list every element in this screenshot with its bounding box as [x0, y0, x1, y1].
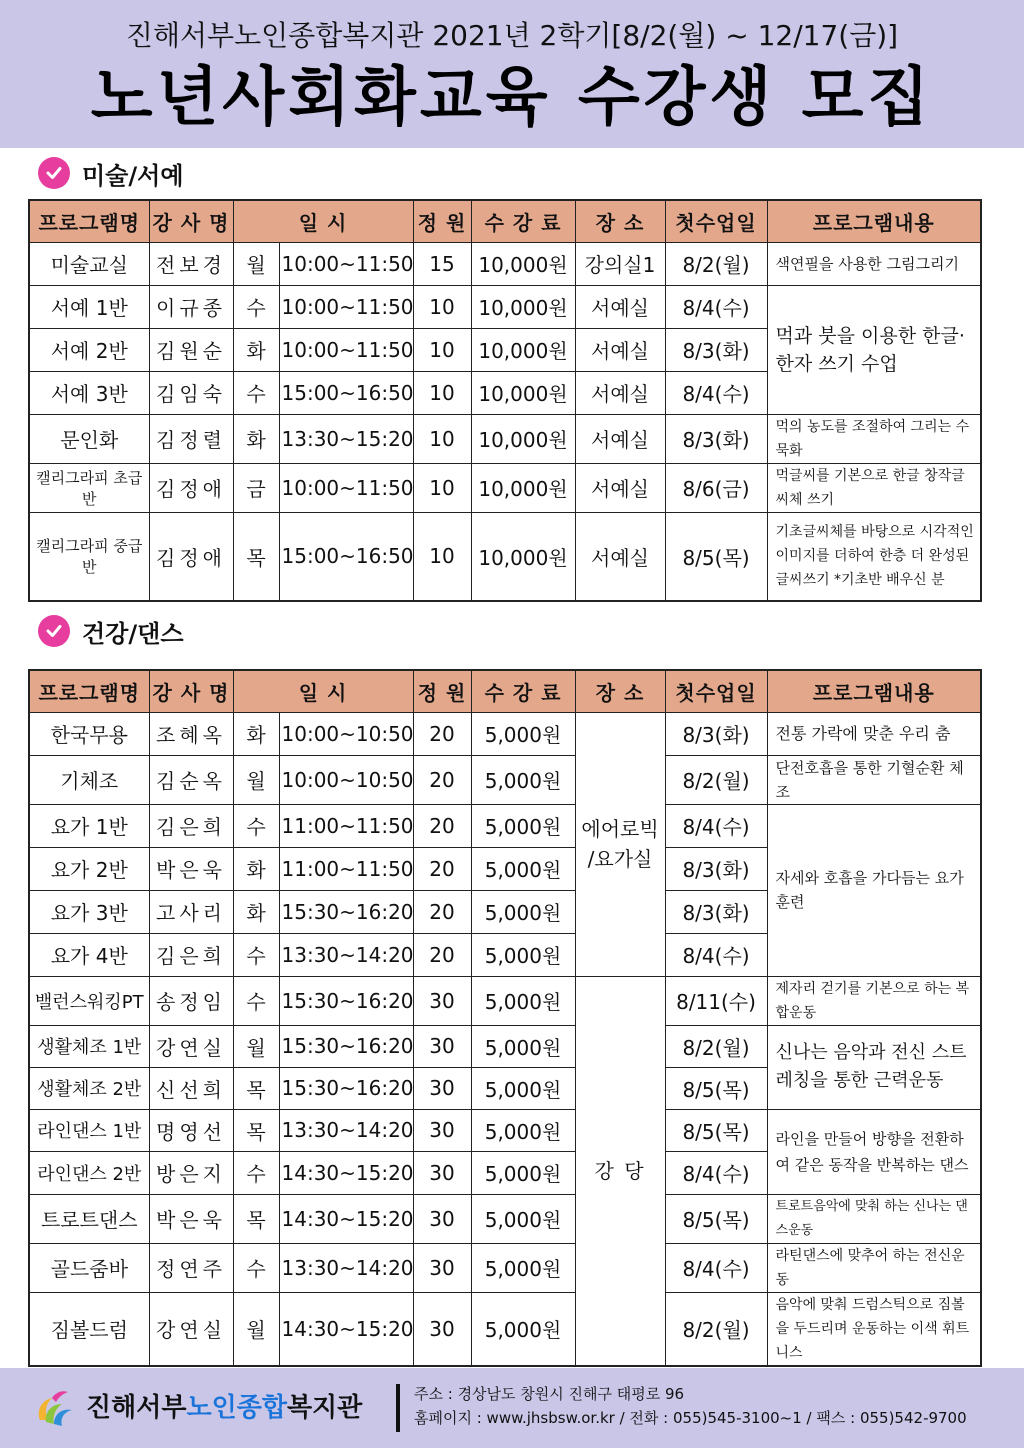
header-banner [0, 0, 1024, 148]
first-class-date: 8/5(목) [665, 1109, 767, 1151]
program-name: 캘리그라피 중급반 [29, 512, 149, 601]
program-name: 밸런스워킹PT [29, 976, 149, 1025]
teacher-name: 김임숙 [149, 371, 233, 414]
col-header-fee: 수 강 료 [471, 670, 575, 712]
first-class-date: 8/11(수) [665, 976, 767, 1025]
program-name: 라인댄스 1반 [29, 1109, 149, 1151]
program-name: 라인댄스 2반 [29, 1151, 149, 1194]
place: 서예실 [575, 414, 665, 463]
address-text: 주소 : 경상남도 창원시 진해구 태평로 96 [414, 1385, 685, 1403]
col-header-first-class: 첫수업일 [665, 200, 767, 242]
fee: 10,000원 [471, 512, 575, 601]
time: 15:00~16:50 [279, 371, 413, 414]
time: 10:00~11:50 [279, 285, 413, 328]
first-class-date: 8/2(월) [665, 242, 767, 285]
teacher-name: 이규종 [149, 285, 233, 328]
col-header-first-class: 첫수업일 [665, 670, 767, 712]
time: 13:30~14:20 [279, 1243, 413, 1292]
first-class-date: 8/2(월) [665, 755, 767, 804]
table-row [29, 1109, 981, 1151]
program-content-yoga: 자세와 호흡을 가다듬는 요가 훈련 [767, 804, 981, 976]
section-heading-health [38, 614, 184, 648]
capacity: 20 [413, 933, 471, 976]
fee: 5,000원 [471, 755, 575, 804]
program-name: 서예 2반 [29, 328, 149, 371]
flower-logo-icon [32, 1386, 76, 1430]
table-row [29, 512, 981, 601]
first-class-date: 8/3(화) [665, 712, 767, 755]
org-name [86, 1388, 362, 1428]
day: 수 [233, 371, 279, 414]
teacher-name: 김정애 [149, 512, 233, 601]
program-content: 트로트음악에 맞춰 하는 신나는 댄스운동 [767, 1194, 981, 1243]
program-name: 생활체조 2반 [29, 1067, 149, 1109]
capacity: 20 [413, 712, 471, 755]
program-content: 먹글씨를 기본으로 한글 창작글씨체 쓰기 [767, 463, 981, 512]
capacity: 10 [413, 414, 471, 463]
table-row [29, 1292, 981, 1366]
day: 화 [233, 712, 279, 755]
time: 11:00~11:50 [279, 804, 413, 847]
table-row [29, 242, 981, 285]
program-content: 전통 가락에 맞춘 우리 춤 [767, 712, 981, 755]
table-row [29, 976, 981, 1025]
time: 13:30~14:20 [279, 933, 413, 976]
program-content: 라틴댄스에 맞추어 하는 전신운동 [767, 1243, 981, 1292]
time: 15:30~16:20 [279, 1067, 413, 1109]
program-name: 문인화 [29, 414, 149, 463]
col-header-capacity: 정 원 [413, 670, 471, 712]
day: 화 [233, 847, 279, 890]
teacher-name: 김정애 [149, 463, 233, 512]
capacity: 20 [413, 847, 471, 890]
capacity: 15 [413, 242, 471, 285]
teacher-name: 박은욱 [149, 1194, 233, 1243]
day: 화 [233, 890, 279, 933]
teacher-name: 방은지 [149, 1151, 233, 1194]
program-name: 요가 3반 [29, 890, 149, 933]
capacity: 30 [413, 1067, 471, 1109]
day: 목 [233, 1067, 279, 1109]
place: 서예실 [575, 371, 665, 414]
time: 14:30~15:20 [279, 1151, 413, 1194]
program-content: 색연필을 사용한 그림그리기 [767, 242, 981, 285]
contact-info [414, 1382, 967, 1430]
org-name-part3: 복지관 [286, 1393, 363, 1423]
fee: 5,000원 [471, 847, 575, 890]
time: 10:00~10:50 [279, 712, 413, 755]
place-aerobic-yoga: 에어로빅 /요가실 [575, 712, 665, 976]
org-name-part2: 노인종합 [186, 1393, 287, 1423]
fee: 10,000원 [471, 242, 575, 285]
teacher-name: 김순옥 [149, 755, 233, 804]
day: 월 [233, 755, 279, 804]
capacity: 20 [413, 890, 471, 933]
fee: 5,000원 [471, 1151, 575, 1194]
first-class-date: 8/3(화) [665, 847, 767, 890]
program-content-line: 라인을 만들어 방향을 전환하여 같은 동작을 반복하는 댄스 [767, 1109, 981, 1194]
day: 화 [233, 414, 279, 463]
program-name: 서예 3반 [29, 371, 149, 414]
time: 14:30~15:20 [279, 1194, 413, 1243]
divider [396, 1384, 400, 1432]
fee: 5,000원 [471, 1109, 575, 1151]
teacher-name: 김은희 [149, 804, 233, 847]
time: 11:00~11:50 [279, 847, 413, 890]
first-class-date: 8/4(수) [665, 1151, 767, 1194]
capacity: 10 [413, 328, 471, 371]
first-class-date: 8/4(수) [665, 1243, 767, 1292]
program-name: 요가 2반 [29, 847, 149, 890]
section-heading-art [38, 156, 184, 190]
program-table-health [28, 669, 982, 1367]
teacher-name: 강연실 [149, 1292, 233, 1366]
fee: 10,000원 [471, 371, 575, 414]
capacity: 30 [413, 1292, 471, 1366]
capacity: 10 [413, 512, 471, 601]
teacher-name: 김원순 [149, 328, 233, 371]
time: 13:30~15:20 [279, 414, 413, 463]
time: 15:30~16:20 [279, 976, 413, 1025]
first-class-date: 8/3(화) [665, 414, 767, 463]
first-class-date: 8/2(월) [665, 1025, 767, 1067]
program-content: 음악에 맞춰 드럼스틱으로 짐볼을 두드리며 운동하는 이색 휘트니스 [767, 1292, 981, 1366]
section-label: 건강/댄스 [82, 619, 184, 648]
col-header-schedule: 일 시 [233, 670, 413, 712]
table-row [29, 804, 981, 847]
program-content: 단전호흡을 통한 기혈순환 체조 [767, 755, 981, 804]
time: 10:00~11:50 [279, 328, 413, 371]
teacher-name: 명영선 [149, 1109, 233, 1151]
teacher-name: 신선희 [149, 1067, 233, 1109]
time: 15:00~16:50 [279, 512, 413, 601]
teacher-name: 김정렬 [149, 414, 233, 463]
col-header-schedule: 일 시 [233, 200, 413, 242]
fee: 10,000원 [471, 285, 575, 328]
capacity: 30 [413, 1243, 471, 1292]
time: 10:00~10:50 [279, 755, 413, 804]
check-icon [38, 157, 70, 189]
fee: 10,000원 [471, 414, 575, 463]
table-header-row [29, 670, 981, 712]
program-name: 미술교실 [29, 242, 149, 285]
table-row [29, 1194, 981, 1243]
col-header-content: 프로그램내용 [767, 200, 981, 242]
day: 수 [233, 1151, 279, 1194]
teacher-name: 전보경 [149, 242, 233, 285]
col-header-place: 장 소 [575, 200, 665, 242]
header-subtitle: 진해서부노인종합복지관 2021년 2학기[8/2(월) ~ 12/17(금)] [125, 19, 899, 52]
first-class-date: 8/3(화) [665, 890, 767, 933]
fee: 10,000원 [471, 463, 575, 512]
day: 화 [233, 328, 279, 371]
capacity: 20 [413, 755, 471, 804]
capacity: 10 [413, 285, 471, 328]
fee: 5,000원 [471, 1194, 575, 1243]
time: 15:30~16:20 [279, 1025, 413, 1067]
time: 14:30~15:20 [279, 1292, 413, 1366]
teacher-name: 송정임 [149, 976, 233, 1025]
teacher-name: 김은희 [149, 933, 233, 976]
place-hall: 강 당 [575, 976, 665, 1366]
teacher-name: 박은욱 [149, 847, 233, 890]
capacity: 30 [413, 1194, 471, 1243]
day: 월 [233, 242, 279, 285]
fee: 5,000원 [471, 890, 575, 933]
day: 목 [233, 1109, 279, 1151]
org-name-part1: 진해서부 [86, 1393, 187, 1423]
day: 수 [233, 285, 279, 328]
first-class-date: 8/5(목) [665, 1194, 767, 1243]
first-class-date: 8/4(수) [665, 285, 767, 328]
day: 목 [233, 1194, 279, 1243]
fee: 5,000원 [471, 976, 575, 1025]
capacity: 20 [413, 804, 471, 847]
first-class-date: 8/5(목) [665, 512, 767, 601]
program-name: 캘리그라피 초급반 [29, 463, 149, 512]
table-row [29, 755, 981, 804]
col-header-teacher: 강 사 명 [149, 200, 233, 242]
teacher-name: 조혜옥 [149, 712, 233, 755]
day: 수 [233, 933, 279, 976]
program-name: 트로트댄스 [29, 1194, 149, 1243]
table-row [29, 1025, 981, 1067]
program-name: 생활체조 1반 [29, 1025, 149, 1067]
table-row [29, 414, 981, 463]
program-name: 요가 4반 [29, 933, 149, 976]
fee: 5,000원 [471, 1243, 575, 1292]
col-header-capacity: 정 원 [413, 200, 471, 242]
time: 13:30~14:20 [279, 1109, 413, 1151]
col-header-fee: 수 강 료 [471, 200, 575, 242]
first-class-date: 8/4(수) [665, 371, 767, 414]
program-content: 제자리 걷기를 기본으로 하는 복합운동 [767, 976, 981, 1025]
time: 15:30~16:20 [279, 890, 413, 933]
fee: 5,000원 [471, 1292, 575, 1366]
fee: 10,000원 [471, 328, 575, 371]
col-header-name: 프로그램명 [29, 200, 149, 242]
first-class-date: 8/5(목) [665, 1067, 767, 1109]
time: 10:00~11:50 [279, 463, 413, 512]
time: 10:00~11:50 [279, 242, 413, 285]
capacity: 30 [413, 1025, 471, 1067]
place: 서예실 [575, 328, 665, 371]
check-icon [38, 615, 70, 647]
program-content-seoye: 먹과 붓을 이용한 한글·한자 쓰기 수업 [767, 285, 981, 414]
day: 수 [233, 976, 279, 1025]
section-label: 미술/서예 [82, 161, 184, 190]
first-class-date: 8/2(월) [665, 1292, 767, 1366]
place: 서예실 [575, 512, 665, 601]
table-row [29, 463, 981, 512]
program-table-art [28, 199, 982, 602]
footer [0, 1368, 1024, 1448]
col-header-teacher: 강 사 명 [149, 670, 233, 712]
first-class-date: 8/4(수) [665, 804, 767, 847]
page-title: 노년사회화교육 수강생 모집 [90, 61, 934, 135]
fee: 5,000원 [471, 1025, 575, 1067]
place: 서예실 [575, 463, 665, 512]
capacity: 30 [413, 976, 471, 1025]
first-class-date: 8/4(수) [665, 933, 767, 976]
program-name: 짐볼드럼 [29, 1292, 149, 1366]
program-name: 기체조 [29, 755, 149, 804]
program-content: 먹의 농도를 조절하여 그리는 수묵화 [767, 414, 981, 463]
program-name: 골드줌바 [29, 1243, 149, 1292]
day: 월 [233, 1025, 279, 1067]
program-name: 한국무용 [29, 712, 149, 755]
fee: 5,000원 [471, 1067, 575, 1109]
day: 금 [233, 463, 279, 512]
place: 강의실1 [575, 242, 665, 285]
table-row [29, 712, 981, 755]
place: 서예실 [575, 285, 665, 328]
teacher-name: 정연주 [149, 1243, 233, 1292]
table-row [29, 1243, 981, 1292]
col-header-place: 장 소 [575, 670, 665, 712]
teacher-name: 강연실 [149, 1025, 233, 1067]
col-header-content: 프로그램내용 [767, 670, 981, 712]
col-header-name: 프로그램명 [29, 670, 149, 712]
first-class-date: 8/3(화) [665, 328, 767, 371]
day: 수 [233, 804, 279, 847]
capacity: 30 [413, 1151, 471, 1194]
first-class-date: 8/6(금) [665, 463, 767, 512]
fee: 5,000원 [471, 804, 575, 847]
table-row [29, 285, 981, 328]
contact-text: 홈페이지 : www.jhsbsw.or.kr / 전화 : 055)545-3100~1 / 팩스 : 055)542-9700 [414, 1409, 967, 1427]
day: 목 [233, 512, 279, 601]
program-content-life: 신나는 음악과 전신 스트레칭을 통한 근력운동 [767, 1025, 981, 1109]
program-name: 서예 1반 [29, 285, 149, 328]
capacity: 10 [413, 371, 471, 414]
fee: 5,000원 [471, 712, 575, 755]
capacity: 30 [413, 1109, 471, 1151]
teacher-name: 고사리 [149, 890, 233, 933]
fee: 5,000원 [471, 933, 575, 976]
table-header-row [29, 200, 981, 242]
program-name: 요가 1반 [29, 804, 149, 847]
day: 수 [233, 1243, 279, 1292]
day: 월 [233, 1292, 279, 1366]
program-content: 기초글씨체를 바탕으로 시각적인 이미지를 더하여 한층 더 완성된 글씨쓰기 *기초반 배우신 분 [767, 512, 981, 601]
capacity: 10 [413, 463, 471, 512]
